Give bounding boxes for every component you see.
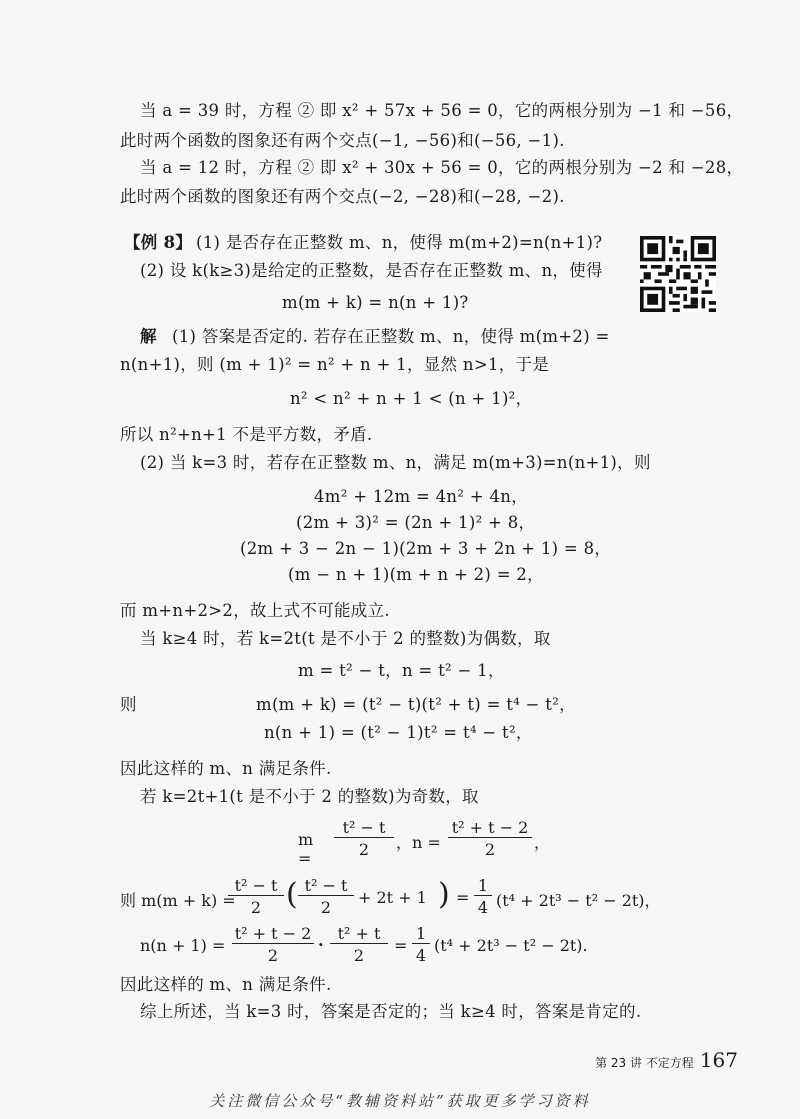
formula: (m − n + 1)(m + n + 2) = 2， (288, 565, 544, 584)
text-line: 因此这样的 m、n 满足条件. (120, 975, 332, 994)
denominator: 2 (484, 840, 496, 859)
formula: (2m + 3 − 2n − 1)(2m + 3 + 2n + 1) = 8， (240, 539, 612, 558)
formula: m(m + k) = (t² − t)(t² + t) = t⁴ − t²， (256, 695, 576, 714)
formula: m = t² − t，n = t² − 1， (298, 661, 505, 680)
formula-part: (t⁴ + 2t³ − t² − 2t). (434, 936, 588, 955)
numerator: t² + t − 2 (232, 924, 314, 944)
page-footer (595, 1048, 738, 1072)
section-title: 第 23 讲 不定方程 (595, 1056, 694, 1070)
text-line: (1) 答案是否定的. 若存在正整数 m、n，使得 m(m+2) = (172, 327, 610, 346)
formula-part: = (456, 888, 470, 907)
formula-part: n(n + 1) = (140, 936, 226, 955)
text-line: 当 k≥4 时，若 k=2t(t 是不小于 2 的整数)为偶数，取 (140, 629, 551, 648)
denominator: 2 (250, 898, 262, 917)
question-1: (1) 是否存在正整数 m、n，使得 m(m+2)=n(n+1)? (196, 233, 603, 252)
formula-part: (t⁴ + 2t³ − t² − 2t)， (496, 891, 661, 910)
question-2: (2) 设 k(k≥3)是给定的正整数，是否存在正整数 m、n，使得 (140, 261, 603, 280)
text-line: 若 k=2t+1(t 是不小于 2 的整数)为奇数，取 (140, 787, 479, 806)
numerator: t² + t − 2 (448, 818, 532, 838)
text-line: 此时两个函数的图象还有两个交点(−2, −28)和(−28, −2). (120, 187, 565, 206)
numerator: t² − t (298, 876, 354, 896)
denominator: 4 (477, 898, 489, 917)
text-line: 则 (120, 695, 137, 714)
text-line: n(n+1)，则 (m + 1)² = n² + n + 1，显然 n>1，于是 (120, 355, 550, 374)
paren-right: ) (438, 877, 450, 912)
numerator: t² − t (228, 876, 284, 896)
solution-label: 解 (140, 327, 157, 346)
formula: n² < n² + n + 1 < (n + 1)²， (290, 389, 533, 408)
formula-part: · (318, 935, 324, 954)
watermark-text: 关注微信公众号“教辅资料站”获取更多学习资料 (209, 1092, 591, 1110)
denominator: 2 (267, 946, 279, 965)
numerator: 1 (474, 876, 492, 896)
example-label: 【例 8】 (124, 233, 193, 252)
qr-code-icon[interactable] (640, 236, 716, 312)
formula-part: m = (298, 830, 314, 868)
text-line: 综上所述，当 k=3 时，答案是否定的；当 k≥4 时，答案是肯定的. (140, 1002, 642, 1021)
denominator: 2 (358, 840, 370, 859)
fraction-formula (120, 874, 720, 918)
text-line: 而 m+n+2>2，故上式不可能成立. (120, 601, 390, 620)
denominator: 2 (353, 946, 365, 965)
formula-part: ，n = (396, 833, 441, 852)
formula-part: ， (534, 833, 551, 852)
text-line: 当 a = 39 时，方程 ② 即 x² + 57x + 56 = 0，它的两根分别为 −1 和 −56， (140, 101, 744, 120)
formula: 4m² + 12m = 4n² + 4n， (314, 487, 529, 506)
formula: n(n + 1) = (t² − 1)t² = t⁴ − t²， (264, 723, 533, 742)
text-line: (2) 当 k=3 时，若存在正整数 m、n，满足 m(m+3)=n(n+1)，则 (140, 453, 651, 472)
fraction-formula (140, 922, 700, 966)
formula-part: 则 m(m + k) = (120, 891, 236, 910)
text-line: 此时两个函数的图象还有两个交点(−1, −56)和(−56, −1). (120, 131, 565, 150)
formula: m(m + k) = n(n + 1)? (282, 293, 469, 312)
formula: (2m + 3)² = (2n + 1)² + 8， (296, 513, 536, 532)
denominator: 2 (320, 898, 332, 917)
paren-left: ( (286, 877, 298, 912)
page-number: 167 (699, 1048, 738, 1072)
numerator: t² + t (330, 924, 388, 944)
denominator: 4 (415, 946, 427, 965)
text-line: 因此这样的 m、n 满足条件. (120, 759, 332, 778)
text-line: 当 a = 12 时，方程 ② 即 x² + 30x + 56 = 0，它的两根分别为 −2 和 −28， (140, 158, 744, 177)
text-line: 所以 n²+n+1 不是平方数，矛盾. (120, 425, 373, 444)
numerator: 1 (412, 924, 430, 944)
formula-part: = (394, 936, 408, 955)
formula-part: + 2t + 1 (358, 888, 427, 907)
numerator: t² − t (334, 818, 394, 838)
